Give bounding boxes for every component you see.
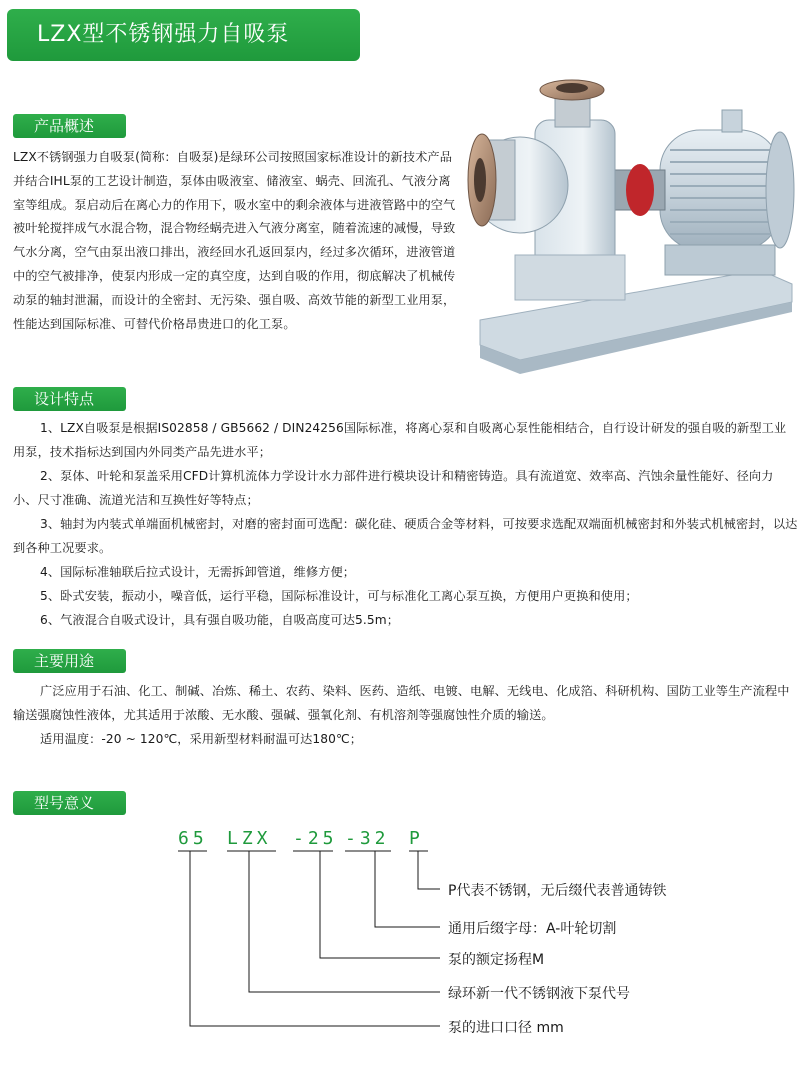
features-list (13, 416, 798, 632)
temperature-text: 适用温度：-20 ~ 120℃，采用新型材料耐温可达180℃； (40, 732, 363, 746)
model-part-material: P (409, 828, 424, 849)
feature-item: 5、卧式安装，振动小，噪音低，运行平稳，国际标准设计，可与标准化工离心泵互换，方便用户更换和使用； (40, 589, 638, 603)
feature-item: 4、国际标准轴联后拉式设计，无需拆卸管道，维修方便； (40, 565, 356, 579)
usage-heading: 主要用途 (13, 649, 126, 673)
feature-item: 1、LZX自吸泵是根据IS02858 / GB5662 / DIN24256国际标准，将离心泵和自吸离心泵性能相结合，自行设计研发的强自吸的新型工业用泵，技术指标达到国内外同类产品先进水平； (13, 421, 787, 459)
feature-item: 3、轴封为内装式单端面机械密封，对磨的密封面可选配：碳化硅、硬质合金等材料，可按要求选配双端面机械密封和外装式机械密封，以达到各种工况要求。 (13, 517, 798, 555)
model-part-suffix: -32 (345, 828, 390, 849)
usage-text: 广泛应用于石油、化工、制碱、冶炼、稀土、农药、染料、医药、造纸、电镀、电解、无线电、化成箔、科研机构、国防工业等生产流程中输送强腐蚀性液体，尤其适用于浓酸、无水酸、强碱、强氧化剂、有机溶剂等强腐蚀性介质的输送。 (13, 684, 790, 722)
explain-material: P代表不锈钢，无后缀代表普通铸铁 (448, 883, 667, 899)
overview-heading: 产品概述 (13, 114, 126, 138)
usage-block (13, 679, 798, 751)
explain-series: 绿环新一代不锈钢液下泵代号 (448, 986, 630, 1002)
page-title: LZX型不锈钢强力自吸泵 (7, 9, 360, 61)
model-part-head: -25 (293, 828, 338, 849)
pump-icon (460, 70, 800, 390)
explain-suffix: 通用后缀字母：A-叶轮切割 (448, 921, 617, 937)
model-heading: 型号意义 (13, 791, 126, 815)
feature-item: 2、泵体、叶轮和泵盖采用CFD计算机流体力学设计水力部件进行模块设计和精密铸造。具有流道宽、效率高、汽蚀余量性能好、径向力小、尺寸准确、流道光洁和互换性好等特点； (13, 469, 774, 507)
overview-text: LZX不锈钢强力自吸泵(简称：自吸泵)是绿环公司按照国家标准设计的新技术产品并结合IHL泵的工艺设计制造，泵体由吸液室、储液室、蜗壳、回流孔、气液分离室等组成。泵启动后在离心力的作用下，吸水室中的剩余液体与进液管路中的空气被叶轮搅拌成气水混合物，混合物经蜗壳进入气液分离室，随着流速的减慢，导致气水分离，空气由泵出液口排出，液经回水孔返回泵内，经过多次循环，进液管道中的空气被排净，使泵内形成一定的真空度，达到自吸的作用，彻底解决了机械传动泵的轴封泄漏，而设计的全密封、无污染、强自吸、高效节能的新型工业用泵，性能达到国际标准、可替代价格昂贵进口的化工泵。 (13, 150, 456, 331)
model-part-caliber: 65 (178, 828, 208, 849)
model-part-series: LZX (227, 828, 272, 849)
explain-head: 泵的额定扬程M (448, 952, 545, 968)
feature-item: 6、气液混合自吸式设计，具有强自吸功能，自吸高度可达5.5m； (40, 613, 399, 627)
features-heading: 设计特点 (13, 387, 126, 411)
explain-caliber: 泵的进口口径 mm (448, 1020, 564, 1036)
